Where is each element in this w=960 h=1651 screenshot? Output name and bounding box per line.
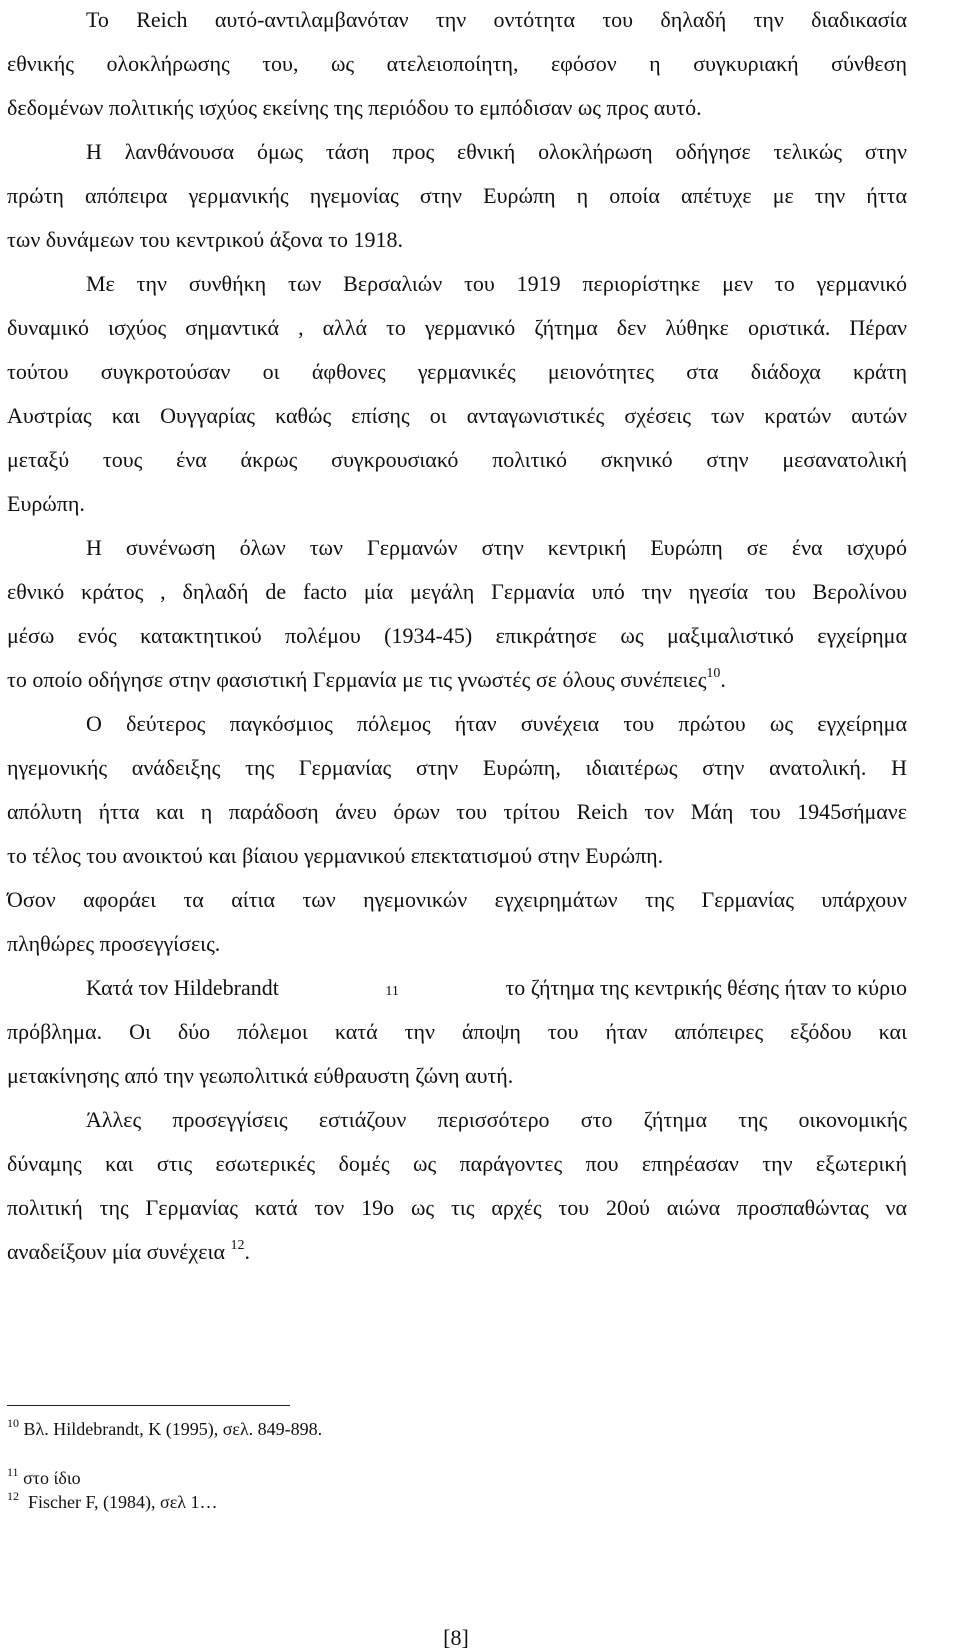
line-text: Κατά τον Hildebrandt — [86, 975, 279, 1000]
paragraph-line: εθνικό κράτος , δηλαδή de facto μία μεγάλη Γερμανία υπό την ηγεσία του Βερολίνου — [7, 579, 907, 604]
paragraph-line: πρόβλημα. Οι δύο πόλεμοι κατά την άποψη του ήταν απόπειρες εξόδου και — [7, 1019, 907, 1044]
page-number: [8] — [443, 1625, 469, 1650]
paragraph-line: δεδομένων πολιτικής ισχύος εκείνης της περιόδου το εμπόδισαν ως προς αυτό. — [7, 95, 702, 120]
paragraph-line: Όσον αφοράει τα αίτια των ηγεμονικών εγχειρημάτων της Γερμανίας υπάρχουν — [7, 887, 907, 912]
paragraph-line: απόλυτη ήττα και η παράδοση άνευ όρων του τρίτου Reich τον Μάη του 1945σήμανε — [7, 799, 907, 824]
footnote-mark: 12 — [7, 1489, 19, 1503]
paragraph-line: Άλλες προσεγγίσεις εστιάζουν περισσότερο στο ζήτημα της οικονομικής — [86, 1107, 907, 1132]
footnote-ref: 10 — [706, 666, 721, 681]
line-text: . — [244, 1239, 250, 1264]
paragraph-line: Η λανθάνουσα όμως τάση προς εθνική ολοκλήρωση οδήγησε τελικώς στην — [86, 139, 907, 164]
paragraph-line: πληθώρες προσεγγίσεις. — [7, 931, 221, 956]
footnote-text: Βλ. Hildebrandt, K (1995), σελ. 849-898. — [23, 1419, 323, 1439]
paragraph-line — [7, 665, 907, 695]
paragraph-line: Το Reich αυτό-αντιλαμβανόταν την οντότητα του δηλαδή την διαδικασία — [86, 7, 907, 32]
footnote-12 — [7, 1490, 218, 1514]
paragraph-line: δύναμης και στις εσωτερικές δομές ως παράγοντες που επηρέασαν την εξωτερική — [7, 1151, 907, 1176]
footnote-text: Fischer F, (1984), σελ 1… — [28, 1492, 218, 1512]
paragraph-line: μέσω ενός κατακτητικού πολέμου (1934-45) επικράτησε ως μαξιμαλιστικό εγχείρημα — [7, 623, 907, 648]
paragraph-line: μεταξύ τους ένα άκρως συγκρουσιακό πολιτικό σκηνικό στην μεσανατολική — [7, 447, 907, 472]
footnote-text: στο ίδιο — [23, 1468, 81, 1488]
paragraph-line: Αυστρίας και Ουγγαρίας καθώς επίσης οι ανταγωνιστικές σχέσεις των κρατών αυτών — [7, 403, 907, 428]
line-text: αναδείξουν μία συνέχεια — [7, 1239, 225, 1264]
line-text: . — [720, 667, 726, 692]
paragraph-line: εθνικής ολοκλήρωσης του, ως ατελειοποίητη, εφόσον η συγκυριακή σύνθεση — [7, 51, 907, 76]
paragraph-line: δυναμικό ισχύος σημαντικά , αλλά το γερμανικό ζήτημα δεν λύθηκε οριστικά. Πέραν — [7, 315, 907, 340]
footnote-11 — [7, 1466, 81, 1490]
paragraph-line: των δυνάμεων του κεντρικού άξονα το 1918. — [7, 227, 404, 252]
paragraph-line: Ευρώπη. — [7, 491, 85, 516]
paragraph-line: τούτου συγκροτούσαν οι άφθονες γερμανικές μειονότητες στα διάδοχα κράτη — [7, 359, 907, 384]
footnote-ref: 12 — [230, 1238, 245, 1253]
footnote-mark: 11 — [7, 1465, 19, 1479]
paragraph-line: Κατά τον Hildebrandt 11 το ζήτημα της κεντρικής θέσης ήταν το κύριο — [7, 973, 907, 1003]
paragraph-line: μετακίνησης από την γεωπολιτικά εύθραυστη ζώνη αυτή. — [7, 1063, 514, 1088]
footnote-10 — [7, 1417, 322, 1441]
paragraph-line: πολιτική της Γερμανίας κατά τον 19ο ως τις αρχές του 20ού αιώνα προσπαθώντας να — [7, 1195, 907, 1220]
paragraph-line: πρώτη απόπειρα γερμανικής ηγεμονίας στην Ευρώπη η οποία απέτυχε με την ήττα — [7, 183, 907, 208]
paragraph-line: Η συνένωση όλων των Γερμανών στην κεντρική Ευρώπη σε ένα ισχυρό — [86, 535, 907, 560]
paragraph-line — [7, 1237, 907, 1267]
paragraph-line: Ο δεύτερος παγκόσμιος πόλεμος ήταν συνέχεια του πρώτου ως εγχείρημα — [86, 711, 907, 736]
line-text: το ζήτημα της κεντρικής θέσης ήταν το κύριο — [505, 975, 907, 1000]
footnote-divider — [7, 1405, 290, 1406]
footnote-mark: 10 — [7, 1416, 19, 1430]
paragraph-line: ηγεμονικής ανάδειξης της Γερμανίας στην Ευρώπη, ιδιαιτέρως στην ανατολική. Η — [7, 755, 907, 780]
paragraph-line: το τέλος του ανοικτού και βίαιου γερμανικού επεκτατισμού στην Ευρώπη. — [7, 843, 664, 868]
line-text: το οποίο οδήγησε στην φασιστική Γερμανία με τις γνωστές σε όλους συνέπειες — [7, 667, 707, 692]
paragraph-line: Με την συνθήκη των Βερσαλιών του 1919 περιορίστηκε μεν το γερμανικό — [86, 271, 907, 296]
